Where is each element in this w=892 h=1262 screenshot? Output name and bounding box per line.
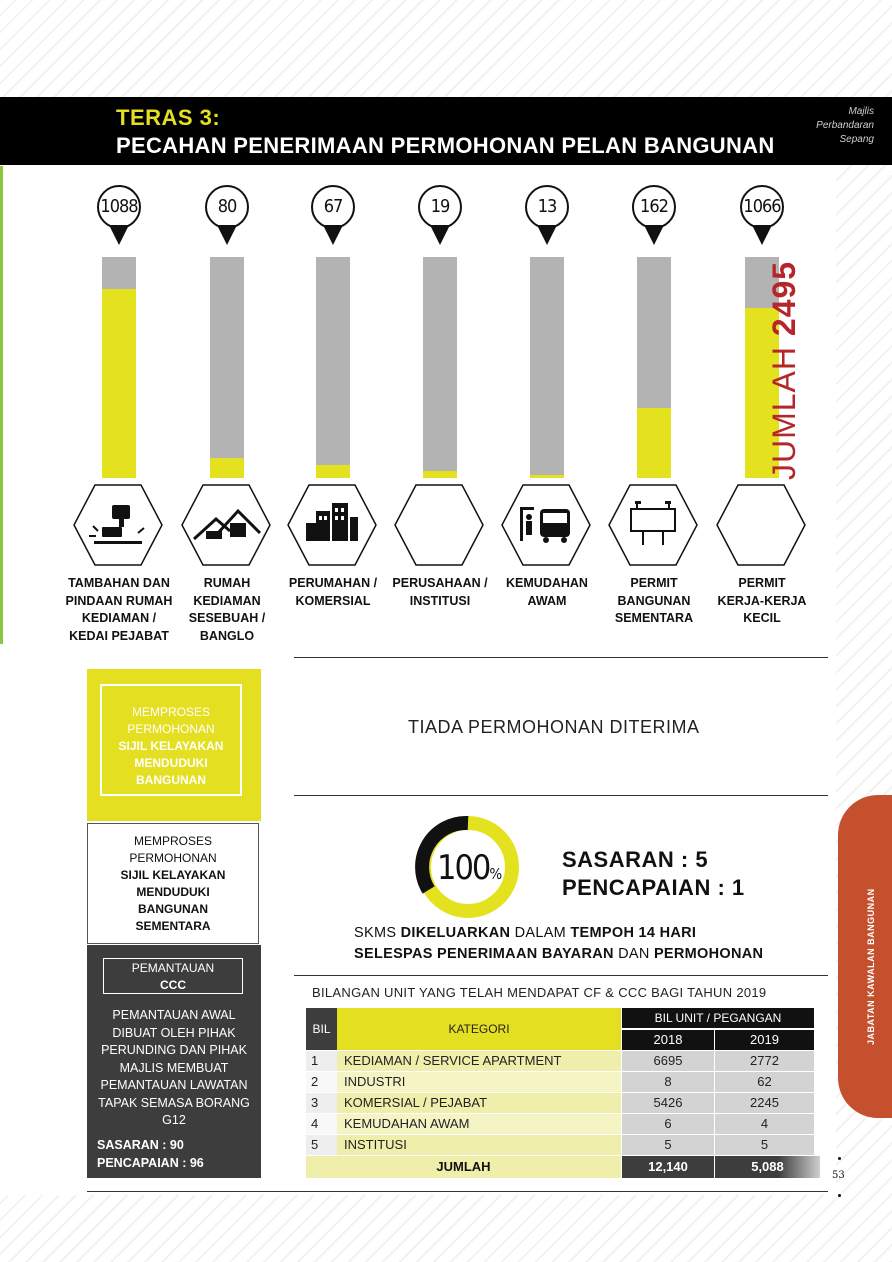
category-value: 1088 (97, 185, 141, 229)
text-line: TAPAK SEMASA BORANG (98, 1095, 250, 1110)
ccc-process-box (87, 669, 261, 821)
hexagon-empty-icon (715, 483, 807, 567)
text-line: PEMANTAUAN LAWATAN (100, 1078, 248, 1092)
table-cell-bil: 1 (306, 1051, 337, 1071)
hexagon-empty-icon (393, 483, 485, 567)
table-cell-2019: 62 (715, 1072, 814, 1092)
department-tab-label: JABATAN KAWALAN BANGUNAN (866, 888, 876, 1045)
total-label (766, 261, 803, 480)
table-cell-2019: 5 (715, 1135, 814, 1155)
table-cell-2018: 5426 (622, 1093, 714, 1113)
category-label-line: KECIL (743, 611, 781, 625)
pin-pointer (430, 225, 450, 245)
monitoring-title (103, 958, 243, 994)
category-label-line: KEDIAMAN / (81, 611, 157, 625)
table-header-kategori: KATEGORI (337, 1008, 621, 1050)
category-bar (423, 257, 457, 478)
text-line: PERMOHONAN (129, 851, 217, 865)
table-title: BILANGAN UNIT YANG TELAH MENDAPAT CF & CCC BAGI TAHUN 2019 (312, 985, 767, 1000)
divider (294, 795, 828, 796)
table-cell-2018: 6 (622, 1114, 714, 1134)
divider (294, 657, 828, 658)
category-label-line: TAMBAHAN DAN (68, 576, 170, 590)
org-line: Sepang (839, 134, 874, 145)
category-label-line: SEMENTARA (614, 611, 694, 625)
category-label (697, 575, 827, 628)
accent-line (0, 166, 3, 644)
category-label-line: PERUMAHAN / (288, 576, 378, 590)
text-line: G12 (162, 1113, 186, 1127)
category-bar-fill (316, 465, 350, 478)
pin-pointer (109, 225, 129, 245)
text-line: MEMPROSES (131, 705, 210, 719)
skms-segment: DAN (613, 946, 654, 962)
category-label-line: PINDAAN RUMAH (65, 593, 173, 608)
category-label-line: AWAM (527, 593, 567, 608)
category-label-line: BANGUNAN (617, 593, 691, 608)
table-cell-bil: 5 (306, 1135, 337, 1155)
table-cell-bil: 4 (306, 1114, 337, 1134)
donut-number: 100 (437, 848, 490, 888)
page-title: PECAHAN PENERIMAAN PERMOHONAN PELAN BANGUNAN (116, 133, 775, 158)
category-value: 13 (525, 185, 569, 229)
pin-pointer (644, 225, 664, 245)
category-bar-fill (637, 408, 671, 478)
table-cell-kategori: KOMERSIAL / PEJABAT (337, 1093, 621, 1113)
department-tab (838, 795, 892, 1118)
ccc-process-text (100, 684, 242, 796)
skms-segment: PERMOHONAN (653, 946, 764, 962)
value-pin (205, 185, 249, 247)
kpi-achievement: PENCAPAIAN : 1 (562, 875, 745, 900)
category-label-line: PERMIT (738, 576, 786, 590)
category-bar (102, 257, 136, 478)
total-word: JUMLAH (766, 345, 802, 480)
text-line: SIJIL KELAYAKAN (118, 739, 224, 753)
hexagon-buildings-icon (286, 483, 378, 567)
skms-line (354, 923, 763, 944)
skms-segment: DALAM (510, 925, 571, 941)
pin-pointer (323, 225, 343, 245)
category-bar (210, 257, 244, 478)
category-label-line: KEDAI PEJABAT (69, 628, 169, 643)
text-line: BANGUNAN (136, 773, 206, 787)
monitoring-target: SASARAN : 90 (97, 1138, 184, 1152)
category-value: 1066 (740, 185, 784, 229)
section-label: TERAS 3: (116, 105, 221, 130)
monitoring-desc (93, 1007, 255, 1130)
bullet-dot (838, 1194, 841, 1197)
category-value: 67 (311, 185, 355, 229)
category-label-line: BANGLO (199, 628, 255, 643)
pin-pointer (752, 225, 772, 245)
category-bar (637, 257, 671, 478)
hexagon-frame (395, 485, 483, 565)
category-label-line: PERMIT (630, 576, 678, 590)
skms-segment: DIKELUARKAN (400, 925, 511, 941)
category-label-line: KOMERSIAL (295, 593, 371, 608)
table-cell-2019: 4 (715, 1114, 814, 1134)
text-line: CCC (160, 978, 186, 992)
category-bar-fill (423, 471, 457, 478)
pin-pointer (217, 225, 237, 245)
table-cell-kategori: KEMUDAHAN AWAM (337, 1114, 621, 1134)
bullet-dot (838, 1157, 841, 1160)
temp-ccc-process-box (87, 823, 259, 944)
table-cell-kategori: INSTITUSI (337, 1135, 621, 1155)
category-bar-fill (530, 475, 564, 478)
text-line: PEMANTAUAN (131, 961, 215, 975)
hexagon-house-icon (180, 483, 272, 567)
value-pin (97, 185, 141, 247)
skms-statement (354, 923, 763, 965)
table-cell-2018: 8 (622, 1072, 714, 1092)
text-line: BANGUNAN (138, 902, 208, 916)
category-value: 162 (632, 185, 676, 229)
hexagon-hammer-icon (72, 483, 164, 567)
kpi-block (562, 846, 745, 902)
header-bar (0, 97, 892, 165)
category-label-line: KEMUDAHAN (506, 576, 588, 590)
hexagon-frame (74, 485, 162, 565)
table-cell-kategori: KEDIAMAN / SERVICE APARTMENT (337, 1051, 621, 1071)
category-label-line: SESEBUAH / (188, 611, 266, 625)
no-applications-text: TIADA PERMOHONAN DITERIMA (408, 717, 700, 737)
value-pin (740, 185, 784, 247)
text-line: MEMPROSES (133, 834, 212, 848)
table-cell-2019: 2245 (715, 1093, 814, 1113)
text-line: PEMANTAUAN AWAL (112, 1008, 236, 1022)
table-total-2018: 12,140 (622, 1156, 714, 1178)
category-label-line: KERJA-KERJA (717, 593, 807, 608)
divider (294, 975, 828, 976)
category-bar (530, 257, 564, 478)
skms-segment: SKMS (354, 925, 401, 941)
value-pin (525, 185, 569, 247)
org-line: Majlis (848, 106, 874, 117)
progress-donut (415, 814, 521, 920)
table-cell-kategori: INDUSTRI (337, 1072, 621, 1092)
monitoring-achievement: PENCAPAIAN : 96 (97, 1156, 204, 1170)
category-bar-fill (102, 289, 136, 478)
table-cell-2018: 5 (622, 1135, 714, 1155)
hexagon-frame (609, 485, 697, 565)
text-line: DIBUAT OLEH PIHAK (112, 1025, 236, 1040)
table-cell-2018: 6695 (622, 1051, 714, 1071)
text-line: PERUNDING DAN PIHAK (101, 1043, 247, 1057)
kpi-target: SASARAN : 5 (562, 847, 709, 872)
value-pin (418, 185, 462, 247)
total-value: 2495 (766, 260, 802, 337)
hexagon-bus-stop-icon (500, 483, 592, 567)
table-total-2019: 5,088 (715, 1156, 820, 1178)
org-name (794, 105, 874, 147)
skms-segment: TEMPOH 14 HARI (570, 925, 697, 941)
skms-line (354, 944, 763, 965)
table-cell-bil: 2 (306, 1072, 337, 1092)
table-header-year: 2018 (622, 1030, 714, 1050)
text-line: MAJLIS MEMBUAT (119, 1060, 229, 1075)
page-number: 53 (832, 1170, 845, 1181)
text-line: PERMOHONAN (127, 722, 215, 736)
table-header-year: 2019 (715, 1030, 814, 1050)
ccc-monitoring-box (87, 945, 261, 1178)
table-header-bil: BIL (306, 1008, 337, 1050)
pin-pointer (537, 225, 557, 245)
table-cell-2019: 2772 (715, 1051, 814, 1071)
category-label-line: RUMAH (203, 576, 251, 590)
skms-segment: SELESPAS PENERIMAAN BAYARAN (354, 946, 614, 962)
donut-unit: % (489, 865, 503, 883)
category-label-line: PERUSAHAAN / (392, 576, 488, 590)
text-line: MENDUDUKI (134, 756, 208, 770)
category-label-line: INSTITUSI (409, 593, 471, 608)
hexagon-frame (717, 485, 805, 565)
hexagon-billboard-icon (607, 483, 699, 567)
text-line: SIJIL KELAYAKAN (120, 868, 226, 882)
text-line: MENDUDUKI (136, 885, 210, 899)
table-cell-bil: 3 (306, 1093, 337, 1113)
table-header-group: BIL UNIT / PEGANGAN (622, 1008, 814, 1028)
category-bar-fill (210, 458, 244, 478)
value-pin (311, 185, 355, 247)
org-line: Perbandaran (816, 120, 874, 131)
divider (87, 1191, 828, 1192)
table-total-label: JUMLAH (306, 1156, 621, 1178)
donut-value (437, 848, 502, 888)
text-line: SEMENTARA (135, 919, 211, 933)
category-value: 80 (205, 185, 249, 229)
category-bar (316, 257, 350, 478)
value-pin (632, 185, 676, 247)
category-value: 19 (418, 185, 462, 229)
category-label-line: KEDIAMAN (193, 593, 261, 608)
